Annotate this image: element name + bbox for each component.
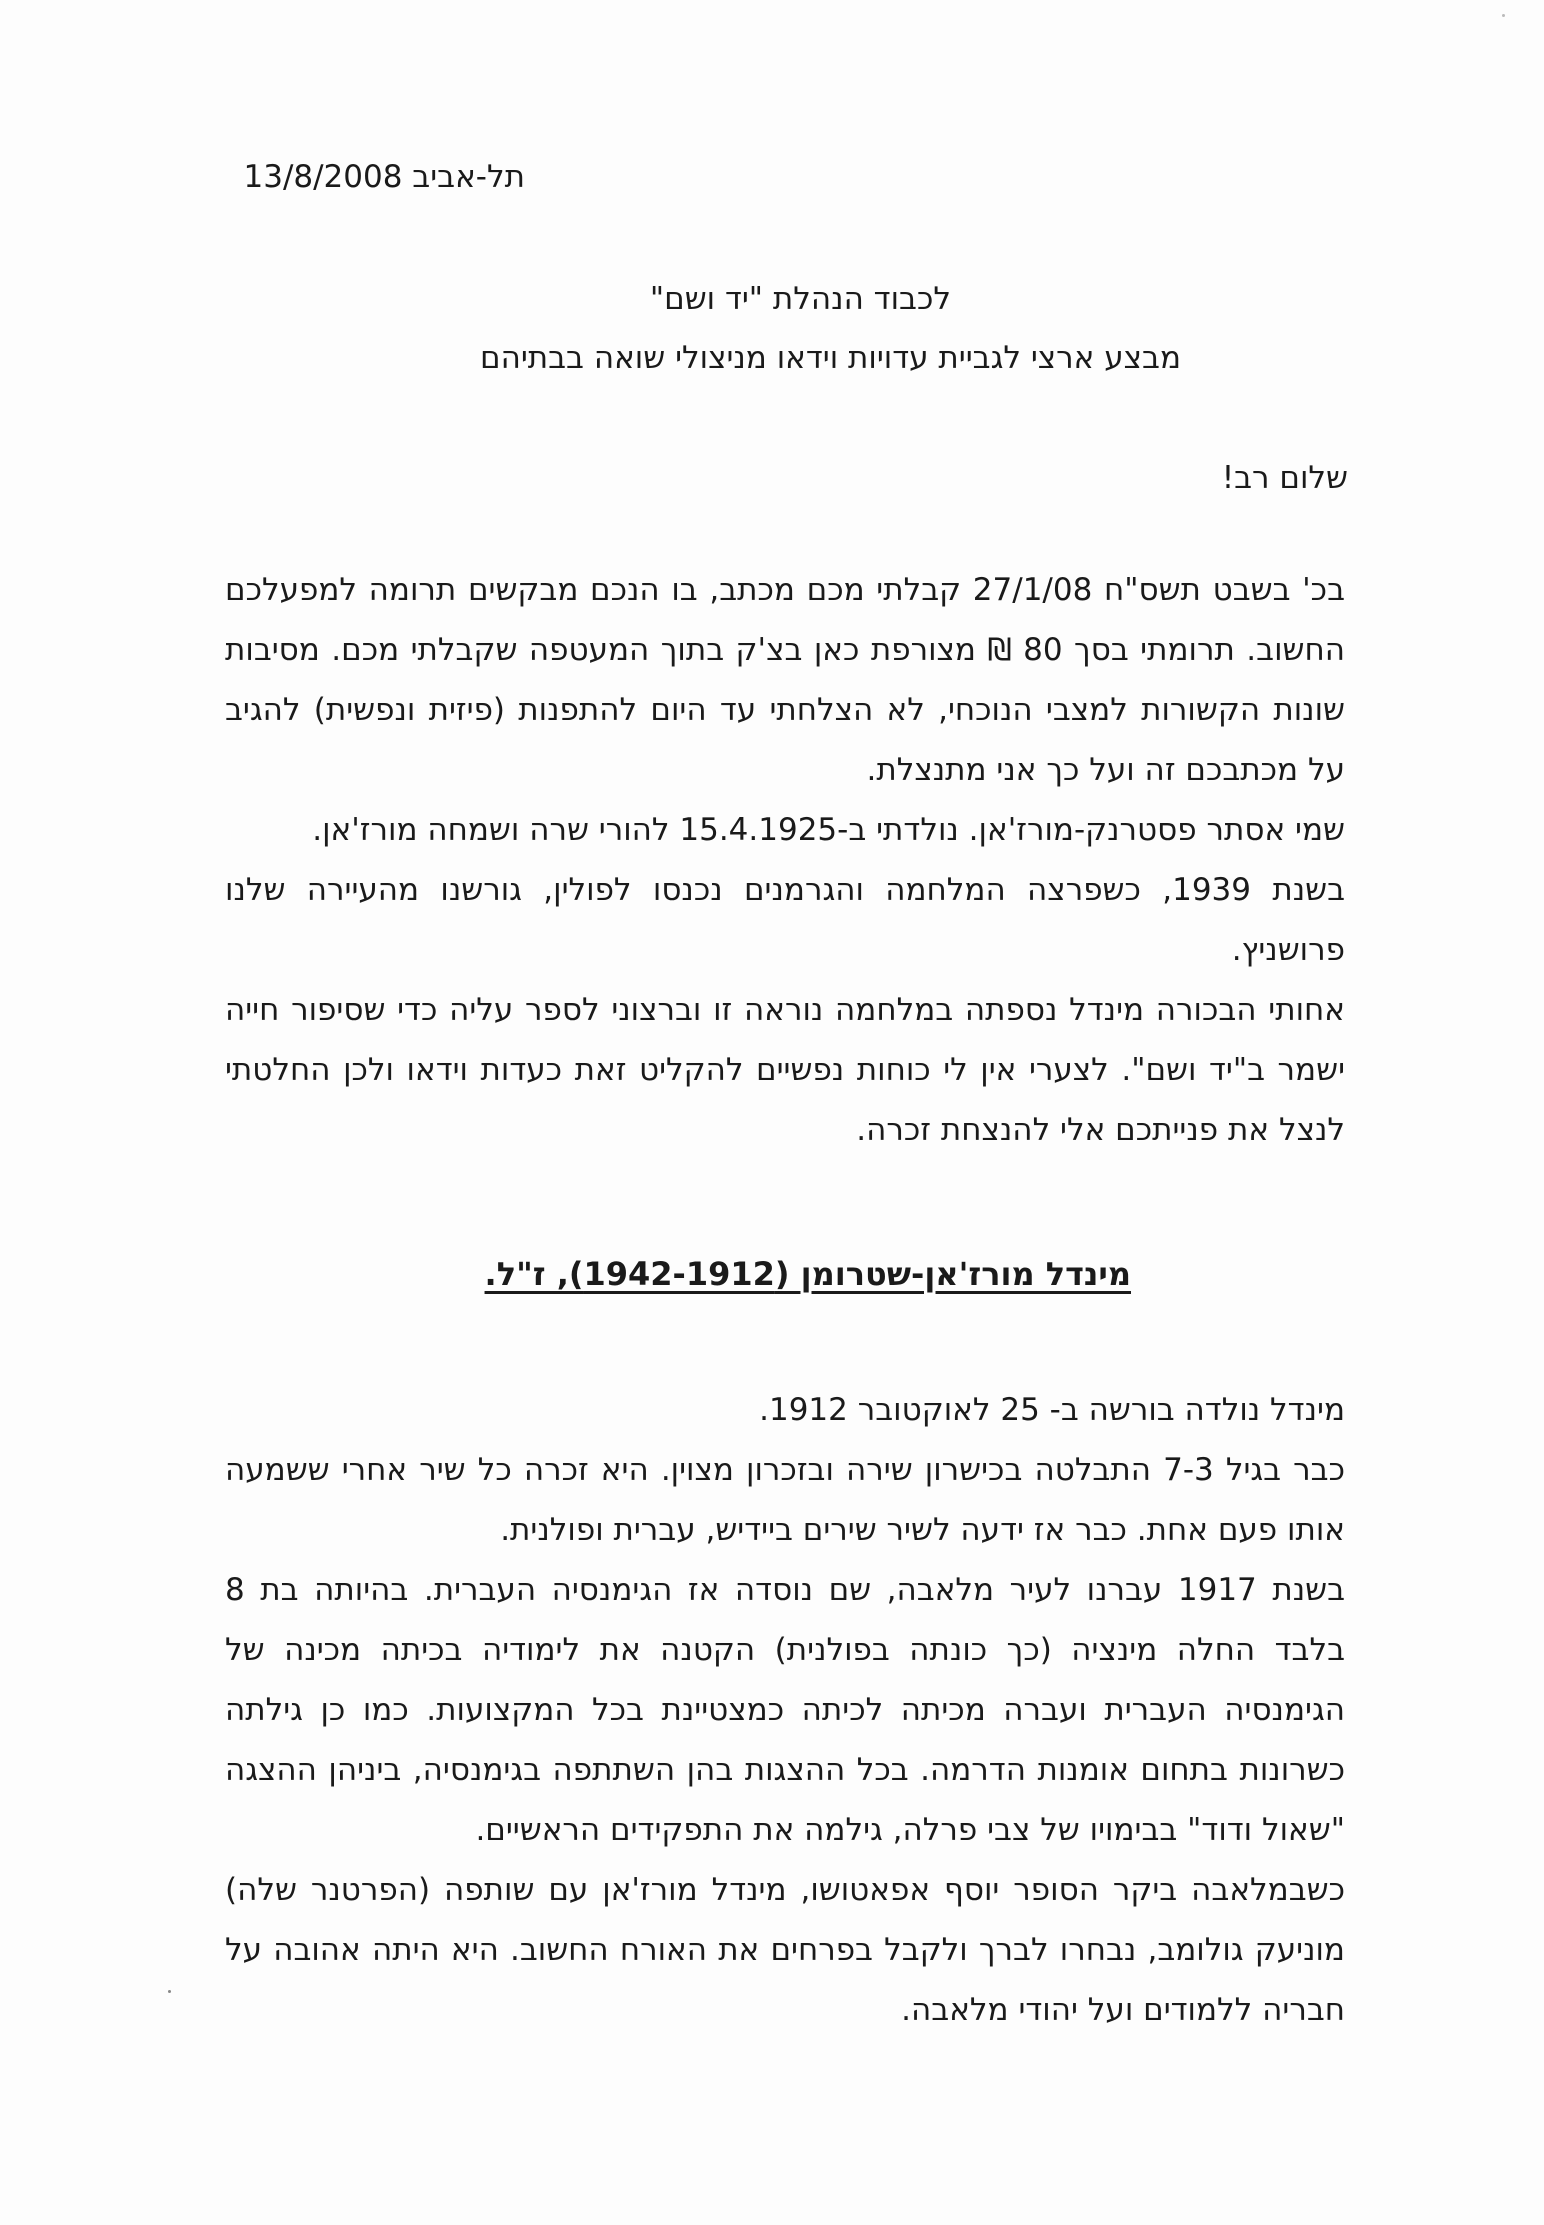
scan-speck: [1502, 14, 1505, 17]
recipient-project: מבצע ארצי לגביית עדויות וידאו מניצולי שואה בבתיהם: [480, 340, 1181, 376]
memorial-title: מינדל מורז'אן-שטרומן (1942-1912), ז"ל.: [484, 1255, 1131, 1293]
biography-paragraph: מינדל נולדה בורשה ב- 25 לאוקטובר 1912.: [759, 1392, 1345, 1428]
recipient-title: לכבוד הנהלת "יד ושם": [649, 281, 951, 317]
biography-body: [225, 1380, 1345, 2040]
biography-paragraph: כבר בגיל 7-3 התבלטה בכישרון שירה ובזכרון מצוין. היא זכרה כל שיר אחרי ששמעה אותו פעם אחת. כבר אז ידעה לשיר שירים ביידיש, עברית ופולנית.: [225, 1452, 1345, 1548]
greeting: שלום רב!: [1221, 460, 1348, 496]
letter-paragraph: בכ' בשבט תשס"ח 27/1/08 קבלתי מכם מכתב, בו הנכם מבקשים תרומה למפעלכם החשוב. תרומתי בסך 80 ₪ מצורפת כאן בצ'ק בתוך המעטפה שקבלתי מכם. מסיבות שונות הקשורות למצבי הנוכחי, לא הצלחתי עד היום להתפנות (פיזית ונפשית) להגיב על מכתבכם זה ועל כך אני מתנצלת.: [225, 572, 1345, 788]
letter-body: [225, 560, 1345, 1160]
biography-paragraph: כשבמלאבה ביקר הסופר יוסף אפאטושו, מינדל מורז'אן עם שותפה (הפרטנר שלה) מוניעק גולומב, נבחרו לברך ולקבל בפרחים את האורח החשוב. היא היתה אהובה על חבריה ללמודים ועל יהודי מלאבה.: [225, 1872, 1345, 2028]
letter-paragraph: אחותי הבכורה מינדל נספתה במלחמה נוראה זו וברצוני לספר עליה כדי שסיפור חייה ישמר ב"יד ושם". לצערי אין לי כוחות נפשיים להקליט זאת כעדות וידאו ולכן החלטתי לנצל את פנייתכם אלי להנצחת זכרה.: [225, 992, 1345, 1148]
letter-paragraph: שמי אסתר פסטרנק-מורז'אן. נולדתי ב-15.4.1925 להורי שרה ושמחה מורז'אן.: [312, 812, 1345, 848]
scan-speck: [168, 1990, 171, 1993]
letter-paragraph: בשנת 1939, כשפרצה המלחמה והגרמנים נכנסו לפולין, גורשנו מהעיירה שלנו פרושניץ.: [225, 872, 1345, 968]
biography-paragraph: בשנת 1917 עברנו לעיר מלאבה, שם נוסדה אז הגימנסיה העברית. בהיותה בת 8 בלבד החלה מינציה (כך כונתה בפולנית) הקטנה את לימודיה בכיתה מכינה של הגימנסיה העברית ועברה מכיתה לכיתה כמצטיינת בכל המקצועות. כמו כן גילתה כשרונות בתחום אומנות הדרמה. בכל ההצגות בהן השתתפה בגימנסיה, ביניהן ההצגה "שאול ודוד" בבימויו של צבי פרלה, גילמה את התפקידים הראשיים.: [225, 1572, 1345, 1848]
place-and-date: תל-אביב 13/8/2008: [243, 159, 525, 195]
